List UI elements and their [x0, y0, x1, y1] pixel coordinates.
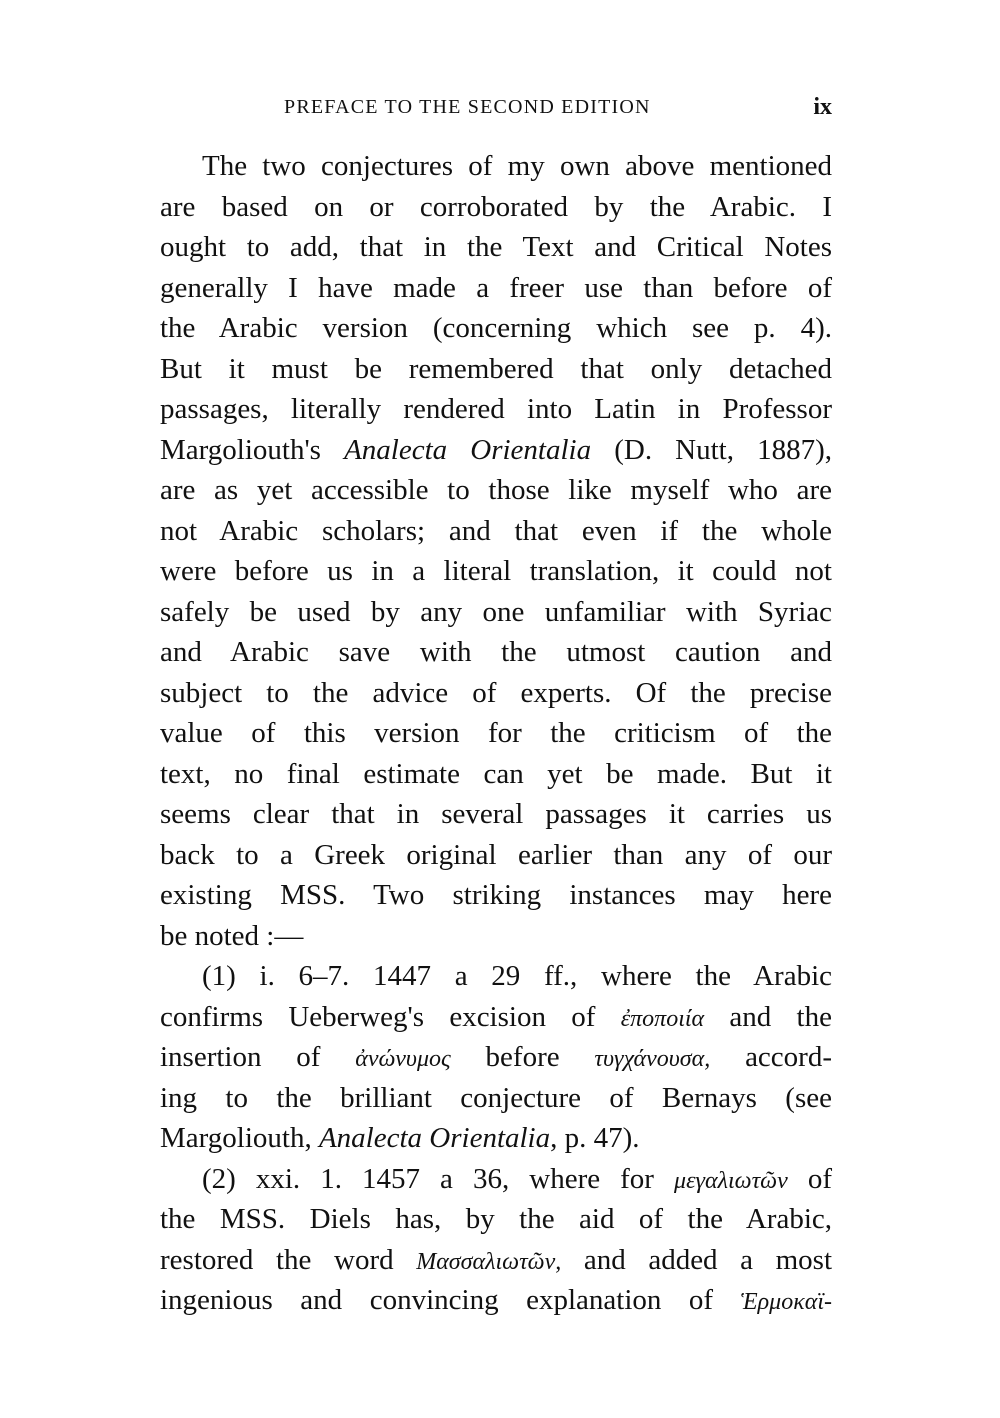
greek-word: τυγχάνουσα, — [594, 1046, 711, 1072]
text-segment: ingenious and convincing explanation of — [160, 1284, 714, 1316]
book-title-italic: Analecta Orientalia — [318, 1122, 551, 1154]
greek-word: ἐποποιία — [620, 1005, 705, 1032]
text-line: ought to add, that in the Text and Critical Notes — [160, 231, 832, 263]
text-line: (1) i. 6–7. 1447 a 29 ff., where the Arabic — [202, 960, 832, 992]
text-line: passages, literally rendered into Latin in Professor — [160, 393, 832, 425]
text-segment: before — [485, 1041, 560, 1073]
book-title-italic: Analecta Orientalia — [344, 433, 592, 466]
text-segment: confirms Ueberweg's excision of — [160, 1000, 596, 1033]
text-line: But it must be remembered that only detached — [160, 352, 832, 385]
text-line — [160, 997, 832, 1038]
text-line: are based on or corroborated by the Arabic. I — [160, 190, 832, 223]
text-line — [160, 1240, 832, 1281]
greek-word: ἀνώνυμος — [355, 1046, 451, 1072]
text-segment: , p. 47). — [550, 1122, 640, 1154]
text-line: the MSS. Diels has, by the aid of the Arabic, — [160, 1203, 832, 1235]
text-segment: Margoliouth, — [160, 1122, 312, 1154]
text-line: were before us in a literal translation, it could not — [160, 555, 832, 587]
text-segment: of — [807, 1162, 832, 1195]
text-line: The two conjectures of my own above mentioned — [202, 150, 832, 182]
text-line: ing to the brilliant conjecture of Bernays (see — [160, 1081, 832, 1114]
text-segment: insertion of — [160, 1041, 321, 1073]
text-line: back to a Greek original earlier than any of our — [160, 838, 832, 871]
text-segment: (D. Nutt, 1887), — [614, 433, 832, 466]
text-line — [160, 430, 832, 471]
text-line: text, no final estimate can yet be made. But it — [160, 757, 832, 790]
text-line — [160, 1037, 832, 1078]
text-line: generally I have made a freer use than before of — [160, 271, 832, 304]
text-line: the Arabic version (concerning which see p. 4). — [160, 312, 832, 344]
text-line: and Arabic save with the utmost caution and — [160, 636, 832, 668]
text-line — [160, 1118, 832, 1159]
text-line: safely be used by any one unfamiliar with Syriac — [160, 595, 832, 628]
text-segment: (2) xxi. 1. 1457 a 36, where for — [202, 1162, 654, 1195]
text-line: existing MSS. Two striking instances may here — [160, 879, 832, 911]
text-segment: accord- — [745, 1041, 832, 1073]
greek-word: Ἑρμοκαϊ- — [740, 1289, 833, 1315]
text-line — [160, 1159, 832, 1200]
body-text — [160, 146, 832, 1321]
text-line: not Arabic scholars; and that even if the whole — [160, 514, 832, 547]
text-segment: Margoliouth's — [160, 433, 321, 466]
text-line: be noted :— — [160, 919, 304, 952]
text-segment: and the — [729, 1000, 832, 1033]
running-head — [160, 96, 832, 126]
text-line: subject to the advice of experts. Of the precise — [160, 676, 832, 709]
text-segment: restored the word — [160, 1243, 394, 1276]
text-segment: and added a most — [583, 1243, 833, 1276]
greek-word: μεγαλιωτῶν — [674, 1167, 788, 1194]
text-line: value of this version for the criticism of the — [160, 717, 832, 749]
text-line — [160, 1280, 832, 1321]
page-number: ix — [813, 94, 832, 120]
text-line: are as yet accessible to those like myself who are — [160, 474, 832, 506]
greek-word: Μασσαλιωτῶν, — [416, 1248, 562, 1275]
text-line: seems clear that in several passages it carries us — [160, 798, 832, 830]
running-title: PREFACE TO THE SECOND EDITION — [284, 96, 651, 118]
